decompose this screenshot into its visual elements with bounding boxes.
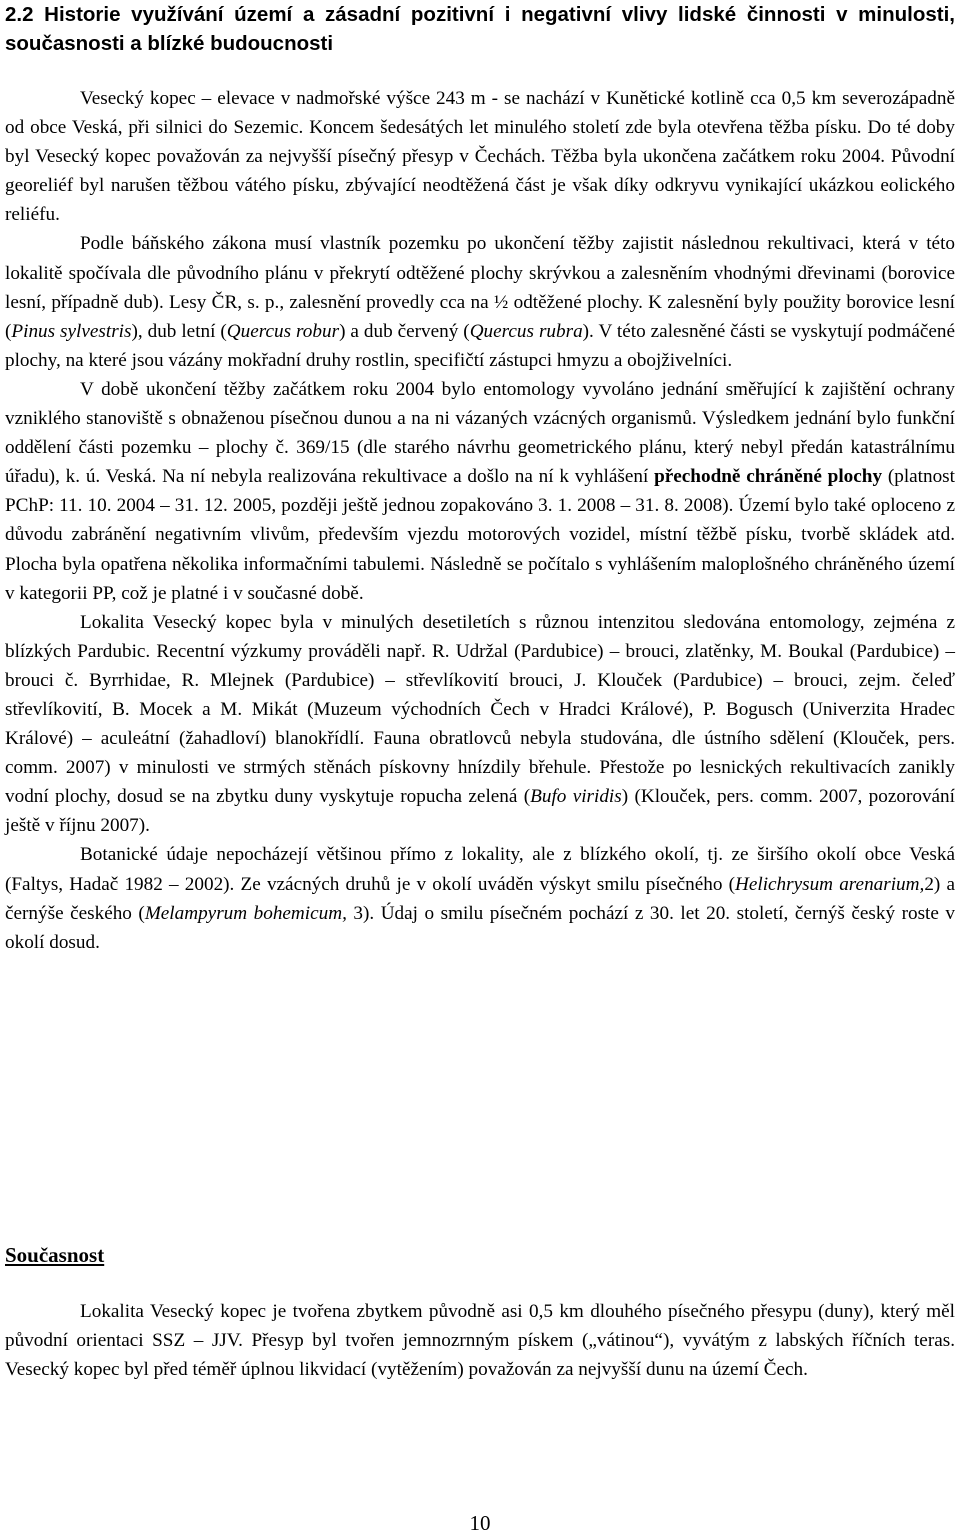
species-melampyrum: Melampyrum bohemicum, (144, 902, 347, 924)
current-text (5, 1297, 955, 1384)
species-bufo-viridis: Bufo viridis (530, 786, 622, 808)
paragraph-current-dune: Lokalita Vesecký kopec je tvořena zbytkem původně asi 0,5 km dlouhého písečného přesypu (duny), který měl původní orientaci SSZ – JJV. Přesyp byl tvořen jemnozrnným pískem („vátinou“), vyvátým z labských říčních teras. Vesecký kopec byl před téměř úplnou likvidací (vytěžením) považován za nejvyšší dunu na území Čech. (5, 1301, 955, 1381)
paragraph-botany: Botanické údaje nepocházejí většinou přímo z lokality, ale z blízkého okolí, tj. ze širšího okolí obce Veská (Faltys, Hadač 1982 – 2002). Ze vzácných druhů je v okolí uváděn výskyt smilu písečného (Helichrysum arenarium,2) a černýše českého (Melampyrum bohemicum, 3). Údaj o smilu písečném pochází z 30. let 20. století, černýš český roste v okolí dosud. (5, 844, 956, 953)
protected-area-term: přechodně chráněné plochy (654, 466, 883, 488)
paragraph-elevation: Vesecký kopec – elevace v nadmořské výšce 243 m - se nachází v Kunětické kotlině cca 0,5 km severozápadně od obce Veská, při silnici do Sezemic. Koncem šedesátých let minulého století zde byla otevřena těžba písku. Do té doby byl Vesecký kopec považován za nejvyšší písečný přesyp v Čechách. Těžba byla ukončena začátkem roku 2004. Původní georeliéf byl narušen těžbou vátého písku, zbývající neodtěžená část je však díky odkryvu vynikající ukázkou eolického reliéfu. (5, 88, 955, 226)
page-number: 10 (469, 1511, 491, 1535)
paragraph-reclamation: Podle báňského zákona musí vlastník pozemku po ukončení těžby zajistit následnou rekultivaci, která v této lokalitě spočívala dle původního plánu v překrytí odtěžené plochy skrývkou a zalesněním vhodnými dřevinami (borovice lesní, případně dub). Lesy ČR, s. p., zalesnění provedly cca na ½ odtěžené plochy. K zalesnění byly použity borovice lesní (Pinus sylvestris), dub letní (Quercus robur) a dub červený (Quercus rubra). V této zalesněné části se vyskytují podmáčené plochy, na které jsou vázány mokřadní druhy rostlin, specifičtí zástupci hmyzu a obojživelníci. (5, 233, 955, 371)
paragraph-protection: V době ukončení těžby začátkem roku 2004 bylo entomology vyvoláno jednání směřující k zajištění ochrany vzniklého stanoviště s obnaženou písečnou dunou a na ni vázaných vzácných organismů. Výsledkem jednání bylo funkční oddělení části pozemku – plochy č. 369/15 (dle starého návrhu geometrického plánu, který nebyl předán katastrálnímu úřadu), k. ú. Veská. Na ní nebyla realizována rekultivace a došlo na ní k vyhlášení přechodně chráněné plochy (platnost PChP: 11. 10. 2004 – 31. 12. 2005, později ještě jednou zopakováno 3. 1. 2008 – 31. 8. 2008). Území bylo také oploceno z důvodu zabránění negativním vlivům, především vjezdu motorových vozidel, místní těžbě písku, tvorbě skládek atd. Plocha byla opatřena několika informačními tabulemi. Následně se počítalo s vyhlášením maloplošného chráněného území v kategorii PP, což je platné i v současné době. (5, 378, 955, 604)
species-quercus-robur: Quercus robur (226, 320, 340, 342)
current-section-title: Současnost (5, 1243, 105, 1267)
paragraph-research: Lokalita Vesecký kopec byla v minulých desetiletích s různou intenzitou sledována entomology, zejména z blízkých Pardubic. Recentní výzkumy prováděli např. R. Udržal (Pardubice) – brouci, zlatěnky, M. Boukal (Pardubice) – brouci č. Byrrhidae, R. Mlejnek (Pardubice) – střevlíkovití brouci, J. Klouček (Pardubice) – brouci, zejm. čeleď střevlíkovití, B. Mocek a M. Mikát (Muzeum východních Čech v Hradci Králové), P. Bogusch (Univerzita Hradec Králové) – aculeátní (žahadloví) blanokřídlí. Fauna obratlovců nebyla studována, dle ústního sdělení (Klouček, pers. comm. 2007) v minulosti ve strmých stěnách pískovny hnízdily břehule. Přestože po lesnických rekultivacích zanikly vodní plochy, dosud se na zbytku duny vyskytuje ropucha zelená (Bufo viridis) (Klouček, pers. comm. 2007, pozorování ještě v říjnu 2007). (5, 611, 955, 837)
species-helichrysum: Helichrysum arenarium, (734, 873, 925, 895)
species-quercus-rubra: Quercus rubra (469, 320, 583, 342)
section-heading: 2.2 Historie využívání území a zásadní pozitivní i negativní vlivy lidské činnosti v minulosti, současnosti a blízké budoucnosti (5, 3, 955, 55)
species-pinus-sylvestris: Pinus sylvestris (11, 320, 132, 342)
history-text (5, 84, 955, 957)
